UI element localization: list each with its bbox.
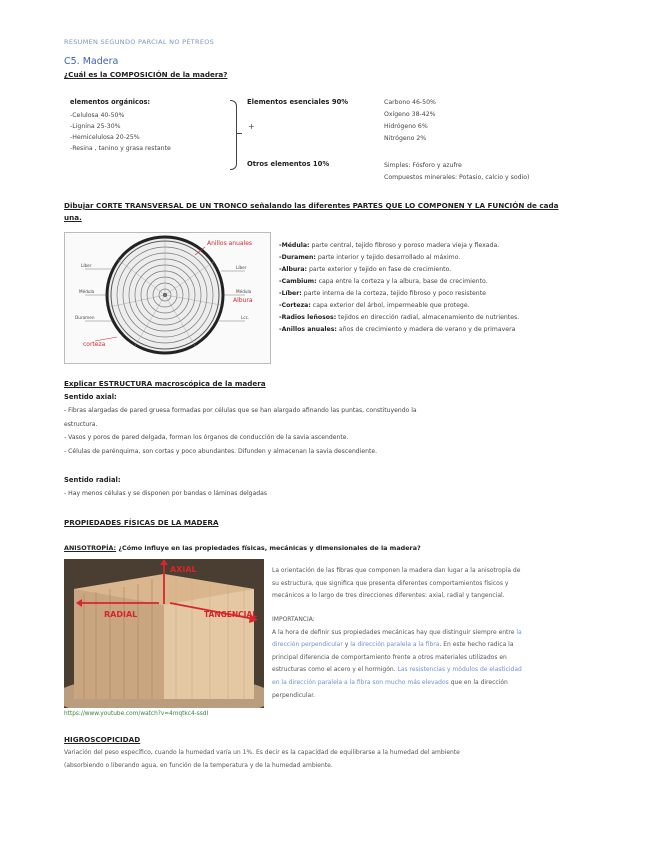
label-tangencial: TANGENCIAL bbox=[204, 610, 258, 619]
mineral-compounds: Compuestos minerales: Potasio, calcio y sodio) bbox=[384, 174, 530, 181]
structure-question: Explicar ESTRUCTURA macroscópica de la madera bbox=[64, 379, 266, 388]
def-liber: -Líber: parte interna de la corteza, tejido fibroso y poco resistente bbox=[279, 290, 486, 297]
label-corteza: corteza bbox=[83, 341, 106, 348]
anisotropy-label: ANISOTROPÍA: bbox=[64, 544, 117, 552]
axial-line: - Células de parénquima, son cortas y poco abundantes. Difunden y almacenan la savia descendiente. bbox=[64, 447, 378, 455]
aniso-line: mecánicos a lo largo de tres direcciones diferentes: axial, radial y tangencial. bbox=[272, 592, 505, 600]
composition-brace bbox=[230, 100, 237, 170]
section-title: C5. Madera bbox=[64, 56, 119, 67]
plus-sign: + bbox=[248, 122, 255, 131]
label-radial: RADIAL bbox=[104, 610, 138, 619]
organic-item: -Hemicelulosa 20-25% bbox=[70, 134, 140, 141]
def-radios: -Radios leñosos: tejidos en dirección radial, almacenamiento de nutrientes. bbox=[279, 314, 520, 321]
svg-text:Duramen: Duramen bbox=[75, 315, 95, 320]
label-axial: AXIAL bbox=[170, 565, 197, 574]
wood-photo-drawing bbox=[64, 559, 264, 708]
def-albura: -Albura: parte exterior y tejido en fase de crecimiento. bbox=[279, 266, 452, 273]
importance-paragraph bbox=[272, 614, 592, 702]
radial-line: - Hay menos células y se disponen por bandas o láminas delgadas bbox=[64, 490, 268, 497]
label-albura: Albura bbox=[233, 297, 253, 304]
axial-title: Sentido axial: bbox=[64, 393, 117, 401]
def-corteza: -Corteza: capa exterior del árbol, impermeable que protege. bbox=[279, 302, 470, 309]
importance-line: perpendicular. bbox=[272, 691, 316, 699]
organic-item: -Resina , tanino y grasa restante bbox=[70, 145, 171, 152]
aniso-line: La orientación de las fibras que componen la madera dan lugar a la anisotropía de bbox=[272, 567, 521, 574]
organic-item: -Celulosa 40-50% bbox=[70, 112, 125, 119]
essential-label: Elementos esenciales 90% bbox=[247, 98, 349, 106]
wood-block-photo bbox=[64, 559, 264, 708]
other-label: Otros elementos 10% bbox=[247, 160, 330, 168]
essential-item: Carbono 46-50% bbox=[384, 99, 436, 106]
trunk-cross-section-figure bbox=[64, 232, 271, 364]
hygro-line: Variación del peso específico, cuando la humedad varía un 1%. Es decir es la capacidad de equilibrarse a la humedad del ambiente bbox=[64, 749, 460, 756]
def-medula: -Médula: parte central, tejido fibroso y poroso madera vieja y flexada. bbox=[279, 242, 500, 249]
svg-text:Líber: Líber bbox=[81, 263, 92, 268]
physical-title: PROPIEDADES FÍSICAS DE LA MADERA bbox=[64, 518, 219, 527]
label-anillos: Anillos anuales bbox=[207, 240, 253, 247]
aniso-line: su estructura, que significa que presenta diferentes comportamientos físicos y bbox=[272, 579, 509, 587]
anisotropy-paragraph bbox=[272, 565, 592, 603]
hygro-text bbox=[64, 747, 624, 772]
essential-list bbox=[384, 97, 436, 145]
importance-line: principal diferencia de comportamiento frente a otros materiales utilizados en bbox=[272, 653, 507, 661]
organic-item: -Lignina 25-30% bbox=[70, 123, 121, 130]
youtube-link[interactable]: https://www.youtube.com/watch?v=4mqtkc4-ssdI bbox=[64, 711, 209, 717]
importance-line: A la hora de definir sus propiedades mecánicas hay que distinguir siempre entre la bbox=[272, 628, 522, 636]
svg-text:Líber: Líber bbox=[236, 265, 247, 270]
hygro-line: (absorbiendo o liberando agua, en función de la temperatura y de la humedad ambiente. bbox=[64, 761, 333, 769]
hygro-title: HIGROSCOPICIDAD bbox=[64, 735, 141, 744]
simple-elements: Simples: Fósforo y azufre bbox=[384, 162, 462, 169]
def-cambium: -Cambium: capa entre la corteza y la albura, base de crecimiento. bbox=[279, 278, 488, 285]
svg-text:Médula: Médula bbox=[79, 289, 95, 294]
organic-title: elementos orgánicos: bbox=[70, 98, 151, 106]
axial-line: estructura. bbox=[64, 420, 98, 428]
importance-line: en la dirección paralela a la fibra son mucho más elevados que en la dirección bbox=[272, 678, 508, 686]
anisotropy-question: ¿Cómo influye en las propiedades físicas, mecánicas y dimensionales de la madera? bbox=[116, 544, 421, 552]
def-duramen: -Duramen: parte interior y tejido desarrollado al máximo. bbox=[279, 254, 461, 261]
axial-line: - Vasos y poros de pared delgada, forman los órganos de conducción de la savia ascendente. bbox=[64, 434, 349, 442]
importance-line: dirección perpendicular y la dirección paralela a la fibra. En este hecho radica la bbox=[272, 641, 514, 649]
trunk-question: Dibujar CORTE TRANSVERSAL DE UN TRONCO señalando las diferentes PARTES QUE LO COMPONEN Y LA FUNCIÓN de cada una. bbox=[64, 201, 559, 222]
importance-line: estructuras como el acero y el hormigón. Las resistencias y módulos de elasticidad bbox=[272, 666, 522, 674]
brace-tip bbox=[236, 133, 242, 134]
radial-title: Sentido radial: bbox=[64, 476, 121, 484]
trunk-drawing bbox=[65, 233, 270, 363]
essential-item: Oxígeno 38-42% bbox=[384, 111, 436, 118]
essential-item: Hidrógeno 6% bbox=[384, 123, 428, 130]
essential-item: Nitrógeno 2% bbox=[384, 135, 427, 142]
axial-text bbox=[64, 404, 604, 458]
anisotropy-heading bbox=[64, 544, 421, 552]
importance-label: IMPORTANCIA: bbox=[272, 616, 315, 623]
page-header: RESUMEN SEGUNDO PARCIAL NO PÉTREOS bbox=[64, 38, 215, 46]
def-anillos: -Anillos anuales: años de crecimiento y madera de verano y de primavera bbox=[279, 326, 516, 333]
trunk-definitions bbox=[279, 240, 519, 336]
svg-text:Médula: Médula bbox=[236, 289, 252, 294]
axial-line: - Fibras alargadas de pared gruesa formadas por células que se han alargado afinando las puntas, constituyendo la bbox=[64, 407, 417, 414]
composition-question: ¿Cuál es la COMPOSICIÓN de la madera? bbox=[64, 70, 228, 79]
svg-text:Lcc.: Lcc. bbox=[241, 315, 250, 320]
organic-block bbox=[70, 97, 171, 154]
